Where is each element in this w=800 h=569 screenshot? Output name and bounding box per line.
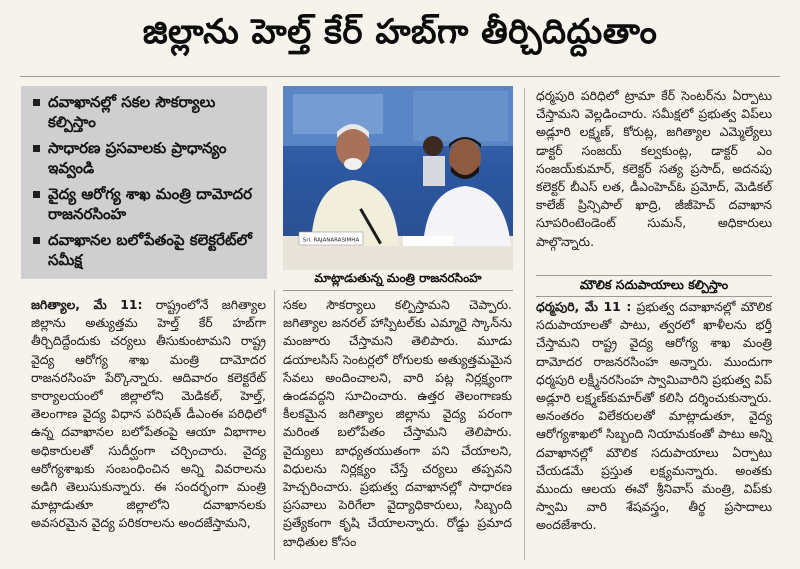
highlight-item [33,230,257,270]
subheading: మౌలిక సదుపాయాలు కల్పిస్తాం [536,275,772,297]
highlight-item [33,92,257,132]
article-text: రాష్ట్రంలోనే జగిత్యాల జిల్లాను అత్యుత్తమ హెల్త్ కేర్ హబ్‌గా తీర్చిదిద్దేందుకు చర్యలు తీసుకుంటామని రాష్ట్ర వైద్య ఆరోగ్య శాఖ మంత్రి దామోదర రాజనరసింహ పేర్కొన్నారు. ఆదివారం కలెక్టరేట్ కార్యాలయంలో జిల్లాలోని మెడికల్, హెల్త్, తెలంగాణ వైద్య విధాన పరిషత్ డీఎంఈ పరిధిలో ఉన్న దవాఖానల బలోపేతంపై ఆయా విభాగాల అధికారులతో సుదీర్ఘంగా చర్చించారు. వైద్య ఆరోగ్యశాఖకు సంబంధించిన అన్ని వివరాలను అడిగి తెలుసుకున్నారు. ఈ సందర్భంగా మంత్రి మాట్లాడుతూ జిల్లాలోని దవాఖానలకు అవసరమైన వైద్య పరికరాలను అందజేస్తామని, [31,297,266,531]
dateline: జగిత్యాల, మే 11: [31,297,143,312]
highlight-item [33,138,257,178]
article-column-4 [536,298,772,535]
highlight-text: దవాఖానల్లో సకల సౌకర్యాలు కల్పిస్తాం [48,93,216,131]
article-text: ప్రభుత్వ దవాఖానల్లో మౌలిక సదుపాయాలతో పాటు, త్వరలో ఖాళీలను భర్తీ చేస్తామని రాష్ట్ర వైద్య ఆరోగ్య శాఖ మంత్రి దామోదర రాజనరసింహ అన్నారు. ముందుగా ధర్మపురి లక్ష్మీనరసింహ స్వామివారిని ప్రభుత్వ విప్ అడ్లూరి లక్ష్మణ్‌కుమార్‌తో కలిసి దర్శించుకున్నారు. అనంతరం విలేకరులతో మాట్లాడుతూ, వైద్య ఆరోగ్యశాఖలో సిబ్బంది నియామకంతో పాటు అన్ని దవాఖానల్లో మౌలిక సదుపాయాలు ఏర్పాటు చేయడమే ప్రస్తుత లక్ష్యమన్నారు. అంతకు ముందు ఆలయ ఈవో శ్రీనివాస్ మంత్రి, విప్‌కు స్వామి వారి శేషవస్త్రం, తీర్థ ప్రసాదాలు అందజేశారు. [536,299,772,533]
bullet-square-icon [33,237,40,244]
minister-meeting-photo [283,86,513,270]
column-divider [274,290,275,560]
article-column-3 [536,87,772,251]
nameplate-text: Sri. RAJANARASIMHA [302,237,360,244]
article-column-2 [283,296,512,551]
highlight-text: వైద్య ఆరోగ్య శాఖ మంత్రి దామోదర రాజనరసింహ [48,185,252,223]
column-divider [524,88,525,560]
headline: జిల్లాను హెల్త్ కేర్ హబ్‌గా తీర్చిదిద్దుతాం [142,12,658,52]
headline-rule [20,76,780,77]
bullet-square-icon [33,145,40,152]
bullet-square-icon [33,191,40,198]
highlight-text: సాధారణ ప్రసవాలకు ప్రాధాన్యం ఇవ్వండి [48,139,227,177]
dateline: ధర్మపురి, మే 11 : [536,299,632,314]
bullet-square-icon [33,99,40,106]
article-text: ధర్మపురి పరిధిలో ట్రామా కేర్ సెంటర్‌ను ఏర్పాటు చేస్తామని వెల్లడించారు. సమీక్షలో ప్రభుత్వ విప్‌లు అడ్లూరి లక్ష్మణ్, కోరుట్ల, జగిత్యాల ఎమ్మెల్యేలు డాక్టర్ సంజయ్ కల్వకుంట్ల, డాక్టర్ ఎం సంజయ్‌కుమార్, కలెక్టర్ సత్య ప్రసాద్, అదనపు కలెక్టర్ బీఎస్ లత, డీఎంహెచ్‌ఓ ప్రమోద్, మెడికల్ కాలేజ్ ప్రిన్సిపాల్ ఖాద్రి, జీజీహెచ్ దవాఖాన సూపరింటెండెంట్ సుమన్, అధికారులు పాల్గొన్నారు. [536,88,772,249]
highlight-text: దవాఖానల బలోపేతంపై కలెక్టరేట్‌లో సమీక్ష [48,231,252,269]
news-photo [283,86,513,270]
article-text: సకల సౌకర్యాలు కల్పిస్తామని చెప్పారు. జగిత్యాల జనరల్ హాస్పిటల్‌కు ఎమ్మారై స్కాన్‌ను మంజూరు చేస్తామని తెలిపారు. మూడు డయాలసిస్ సెంటర్లలో రోగులకు అత్యుత్తమమైన సేవలు అందించాలని, వారి పట్ల నిర్లక్ష్యంగా ఉండవద్దని సూచించారు. ఉత్తర తెలంగాణకు కీలకమైన జగిత్యాల జిల్లాను వైద్య పరంగా మరింత బలోపేతం చేస్తామని తెలిపారు. వైద్యులు బాధ్యతయుతంగా పని చేయాలని, విధులను నిర్లక్ష్యం చేస్తే చర్యలు తప్పవని హెచ్చరించారు. ప్రభుత్వ దవాఖానల్లో సాధారణ ప్రసవాలు పెరిగేలా వైద్యాధికారులు, సిబ్బంది ప్రత్యేకంగా కృషి చేయాలన్నారు. రోడ్డు ప్రమాద బాధితుల కోసం [283,297,512,549]
highlights-box [21,86,267,279]
article-column-1 [31,296,266,533]
highlight-item [33,184,257,224]
photo-caption: మాట్లాడుతున్న మంత్రి రాజనరసింహ [283,268,513,291]
